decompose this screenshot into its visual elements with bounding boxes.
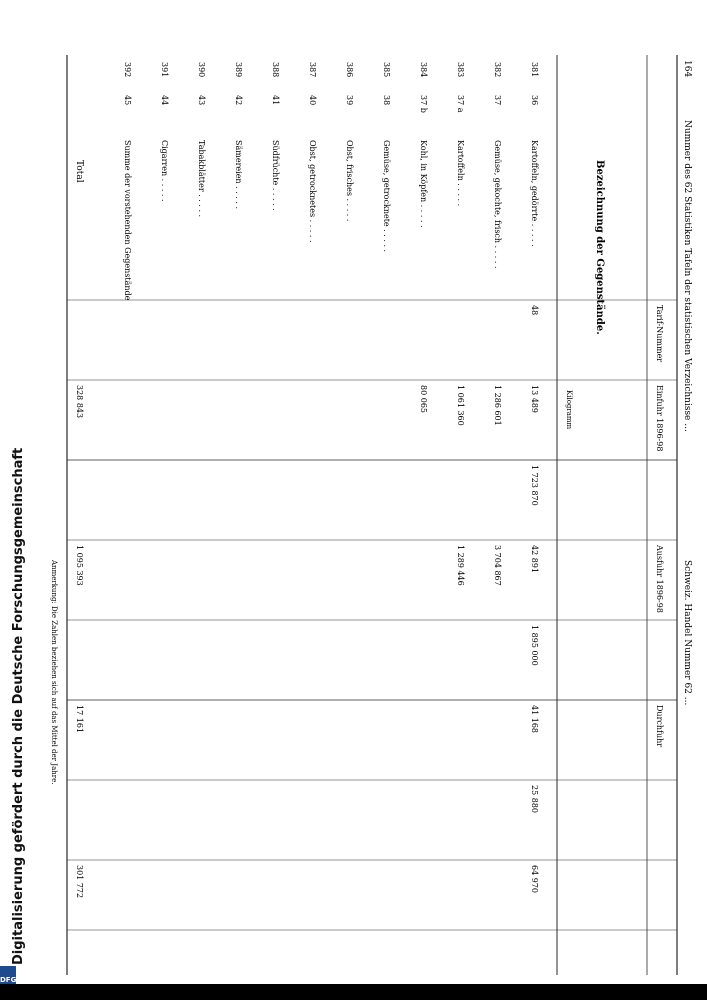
row-value: 3 704 867 [493,545,502,586]
row-value: 48 [530,305,539,316]
row-value: 64 970 [530,865,539,893]
row-tarif: 45 [123,95,132,106]
row-tarif: 40 [308,95,317,106]
row-label: Kartoffeln . . . . . [456,140,465,207]
col-header-ausfuhr: Ausfuhr 1896-98 [655,545,664,613]
row-value: 42 891 [530,545,539,573]
row-value: 1 286 601 [493,385,502,426]
footnote: Anmerkung: Die Zahlen beziehen sich auf das Mittel der Jahre. [50,560,58,785]
col-header-einfuhr: Einfuhr 1896-98 [655,385,664,452]
total-value: 17 161 [75,705,84,733]
col-header-durchfuhr: Durchfuhr [655,705,664,748]
row-label: Kohl, in Köpfen . . . . . [419,140,428,228]
row-number: 387 [308,62,317,78]
row-tarif: 38 [382,95,391,106]
row-number: 384 [419,62,428,78]
row-number: 385 [382,62,391,78]
row-number: 392 [123,62,132,78]
row-value: 1 895 000 [530,625,539,666]
total-value: 328 843 [75,385,84,419]
footer-credit: Digitalisierung gefördert durch die Deutsche Forschungsgemeinschaft [11,447,26,965]
totals-row [75,385,84,898]
header-right: Schweiz. Handel Nummer 62 ... [682,560,692,706]
row-number: 388 [271,62,280,78]
row-tarif: 36 [530,95,539,106]
row-number: 381 [530,62,539,78]
row-tarif: 43 [197,95,206,106]
row-number: 390 [197,62,206,78]
row-value: 13 489 [530,385,539,413]
row-label: Südfrüchte . . . . . [271,140,280,211]
total-value: 301 772 [75,865,84,899]
row-tarif: 37 [493,95,502,106]
scan-edge-bar [0,984,707,1000]
row-value: 1 289 446 [456,545,465,586]
totals-label: Total [74,160,84,183]
row-tarif: 37 b [419,95,428,113]
row-label: Obst, frisches . . . . . [345,140,354,222]
header-left: Nummer des 62 Statistiken Tafeln der statistischen Verzeichnisse ... [682,120,692,432]
row-value: 1 723 870 [530,465,539,506]
row-number: 382 [493,62,502,78]
row-number: 386 [345,62,354,78]
row-number: 389 [234,62,243,78]
total-value: 1 095 393 [75,545,84,586]
dfg-logo: DFG [0,966,16,994]
row-value: 1 061 360 [456,385,465,426]
row-label: Kartoffeln, gedörrte . . . . . [530,140,539,247]
row-label: Cigarren . . . . . [160,140,169,202]
row-tarif: 44 [160,95,169,106]
row-label: Gemüse, getrocknete . . . . . [382,140,391,253]
row-value: 41 168 [530,705,539,733]
row-value: 80 065 [419,385,428,413]
row-label: Tabakblätter . . . . . [197,140,206,218]
row-label: Obst, getrocknetes . . . . . [308,140,317,243]
row-number: 383 [456,62,465,78]
row-tarif: 42 [234,95,243,106]
row-tarif: 37 a [456,95,465,113]
row-tarif: 41 [271,95,280,106]
page-number: 164 [682,60,692,78]
unit-label: Kilogramm [565,390,573,430]
row-number: 391 [160,62,169,78]
row-label: Summe der vorstehenden Gegenstände [123,140,132,301]
row-value: 25 880 [530,785,539,813]
table-rules [67,55,677,975]
table-body [123,62,539,893]
row-tarif: 39 [345,95,354,106]
row-label: Gemüse, gekochte, frisch . . . . . [493,140,502,269]
col-header-description: Bezeichnung der Gegenstände. [594,160,605,335]
col-header-tarif: Tarif-Nummer [655,305,664,363]
row-label: Sämereien . . . . . [234,140,243,210]
